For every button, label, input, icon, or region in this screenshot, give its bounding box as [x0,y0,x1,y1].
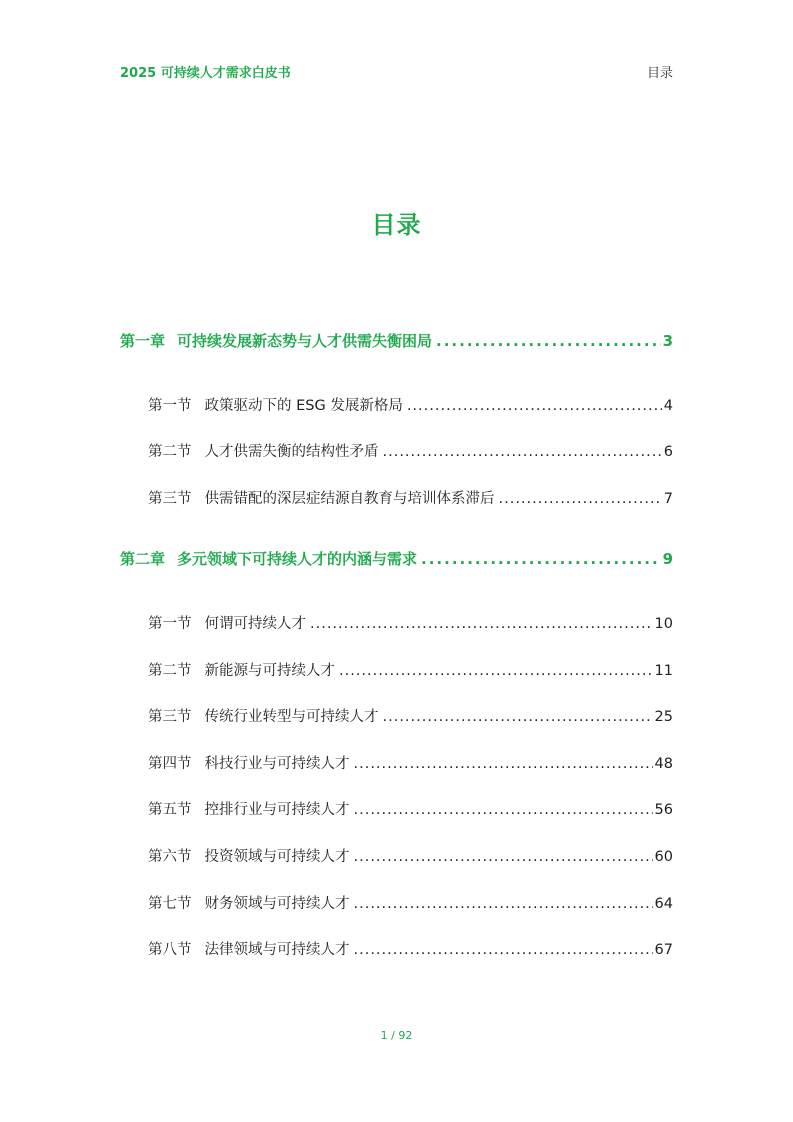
toc-leader-dots [354,756,653,772]
toc-leader-dots [436,332,661,350]
toc-leader-dots [383,444,662,460]
toc-section-title: 财务领域与可持续人才 [204,896,350,912]
toc-page-number: 3 [662,332,673,350]
toc-chapter-1[interactable] [120,330,673,352]
toc-section-2-2[interactable] [148,659,673,681]
toc-section-2-3[interactable] [148,705,673,727]
toc-page-number: 67 [654,942,673,958]
toc-section-number: 第三节 [148,709,192,725]
toc-section-number: 第七节 [148,896,192,912]
toc-section-title: 供需错配的深层症结源自教育与培训体系滞后 [204,491,495,507]
toc-section-2-1[interactable] [148,612,673,634]
toc-section-1-1[interactable] [148,394,673,416]
toc-section-title: 传统行业转型与可持续人才 [204,709,379,725]
page-title: 目录 [371,211,422,239]
toc-section-number: 第六节 [148,849,192,865]
toc-section-number: 第八节 [148,942,192,958]
toc-section-2-5[interactable] [148,798,673,820]
toc-chapter-title: 可持续发展新态势与人才供需失衡困局 [177,332,433,350]
toc-page-number: 7 [663,491,673,507]
toc-page-number: 10 [654,616,673,632]
toc-chapter-number: 第一章 [120,332,166,350]
toc-page-number: 25 [654,709,673,725]
toc-section-title: 科技行业与可持续人才 [204,756,350,772]
toc-page-number: 64 [654,896,673,912]
toc-section-title: 法律领域与可持续人才 [204,942,350,958]
toc-chapter-title: 多元领域下可持续人才的内涵与需求 [177,550,418,568]
toc-section-1-2[interactable] [148,440,673,462]
toc-section-number: 第二节 [148,663,192,679]
toc-section-number: 第四节 [148,756,192,772]
toc-section-number: 第一节 [148,616,192,632]
header-section-label: 目录 [646,66,673,81]
header-document-title: 2025 可持续人才需求白皮书 [120,66,291,81]
toc-page-number: 48 [654,756,673,772]
toc-section-title: 投资领域与可持续人才 [204,849,350,865]
toc-leader-dots [354,802,653,818]
toc-section-title: 人才供需失衡的结构性矛盾 [204,444,379,460]
toc-leader-dots [354,942,653,958]
toc-section-title: 政策驱动下的 ESG 发展新格局 [204,398,403,414]
toc-section-1-3[interactable] [148,487,673,509]
toc-page-number: 56 [654,802,673,818]
toc-leader-dots [339,663,653,679]
toc-section-title: 控排行业与可持续人才 [204,802,350,818]
toc-section-number: 第二节 [148,444,192,460]
toc-section-2-6[interactable] [148,845,673,867]
toc-leader-dots [354,896,653,912]
toc-leader-dots [310,616,653,632]
page-indicator: 1 / 92 [380,1029,413,1042]
toc-section-number: 第一节 [148,398,192,414]
toc-chapter-number: 第二章 [120,550,166,568]
toc-section-title: 何谓可持续人才 [204,616,306,632]
toc-section-2-8[interactable] [148,938,673,960]
toc-leader-dots [407,398,662,414]
toc-page-number: 6 [663,444,673,460]
toc-page-number: 60 [654,849,673,865]
toc-leader-dots [354,849,653,865]
toc-section-number: 第五节 [148,802,192,818]
toc-page-number: 11 [654,663,673,679]
toc-page-number: 9 [662,550,673,568]
toc-section-2-4[interactable] [148,752,673,774]
toc-section-number: 第三节 [148,491,192,507]
toc-leader-dots [383,709,653,725]
toc-section-title: 新能源与可持续人才 [204,663,335,679]
toc-section-2-7[interactable] [148,892,673,914]
toc-leader-dots [421,550,661,568]
toc-leader-dots [499,491,662,507]
toc-chapter-2[interactable] [120,548,673,570]
toc-page-number: 4 [663,398,673,414]
